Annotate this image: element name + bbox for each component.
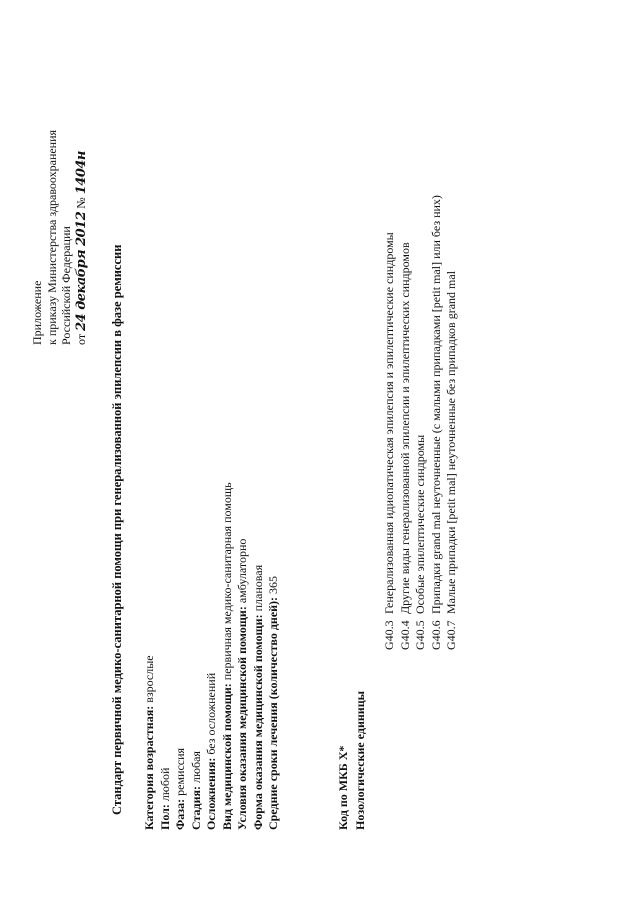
icd-row <box>382 195 398 650</box>
icd-header <box>335 691 369 830</box>
annex-block <box>30 130 89 345</box>
parameter-row <box>189 482 205 830</box>
number-label: № <box>73 197 88 209</box>
parameter-value: 365 <box>266 575 280 597</box>
icd-code: G40.6 <box>428 620 443 650</box>
icd-code: G40.7 <box>444 620 458 650</box>
parameter-value: ремиссия <box>173 747 187 799</box>
parameter-value: плановая <box>250 564 265 615</box>
annex-line: Приложение <box>30 280 44 345</box>
parameter-label: Пол: <box>157 804 172 830</box>
parameter-row <box>251 482 267 830</box>
parameter-label: Вид медицинской помощи: <box>219 683 234 830</box>
parameter-row <box>266 482 282 830</box>
icd-code-list <box>382 195 460 650</box>
annex-date-line <box>74 130 90 345</box>
parameter-row <box>173 482 189 830</box>
parameter-label: Условия оказания медицинской помощи: <box>235 606 249 830</box>
parameter-row <box>204 482 220 830</box>
icd-description: Другие виды генерализованной эпилепсии и эпилептических синдромов <box>397 242 412 614</box>
parameter-label: Средние сроки лечения (количество дней): <box>266 596 280 830</box>
parameter-row <box>142 482 158 830</box>
annex-line: к приказу Министерства здравоохранения <box>44 129 59 345</box>
parameter-label: Фаза: <box>173 798 187 830</box>
parameter-label: Стадия: <box>188 785 203 830</box>
icd-row <box>398 195 414 650</box>
parameter-value: амбулаторно <box>235 538 249 607</box>
icd-code: G40.4 <box>397 620 412 650</box>
nosology-label: Нозологические единицы <box>353 690 367 830</box>
icd-row <box>413 195 429 650</box>
icd-description: Особые эпилептические синдромы <box>413 434 427 614</box>
icd-code: G40.5 <box>413 620 427 650</box>
annex-line: Российской Федерации <box>59 226 73 345</box>
parameter-value: взрослые <box>142 655 156 706</box>
date-prefix: от <box>73 333 88 345</box>
icd-description: Малые припадки [petit mal] неуточненные без припадков grand mal <box>444 270 458 614</box>
parameter-value: без осложнений <box>204 672 218 758</box>
parameter-row <box>235 482 251 830</box>
parameter-label: Форма оказания медицинской помощи: <box>250 614 265 830</box>
parameter-row <box>220 482 236 830</box>
icd-row <box>429 195 445 650</box>
handwritten-number: 1404н <box>73 151 89 195</box>
parameter-label: Осложнения: <box>204 757 218 830</box>
parameter-row <box>158 482 174 830</box>
icd-code: G40.3 <box>382 620 396 650</box>
parameter-value: первичная медико-санитарная помощь <box>219 482 234 684</box>
icd-description: Припадки grand mal неуточненные (с малыми припадками [petit mal] или без них) <box>428 195 443 614</box>
parameter-label: Категория возрастная: <box>142 705 156 830</box>
parameter-value: любая <box>188 751 203 786</box>
icd-description: Генерализованная идиопатическая эпилепсия и эпилептические синдромы <box>382 232 396 614</box>
parameter-value: любой <box>157 767 172 805</box>
handwritten-date: 24 декабря 2012 <box>73 211 89 331</box>
icd-row <box>444 195 460 650</box>
document-title: Стандарт первичной медико-санитарной помощи при генерализованной эпилепсии в фазе ремиссии <box>110 244 124 815</box>
standard-parameters <box>142 482 282 830</box>
icd-code-label: Код по МКБ X* <box>336 745 350 830</box>
